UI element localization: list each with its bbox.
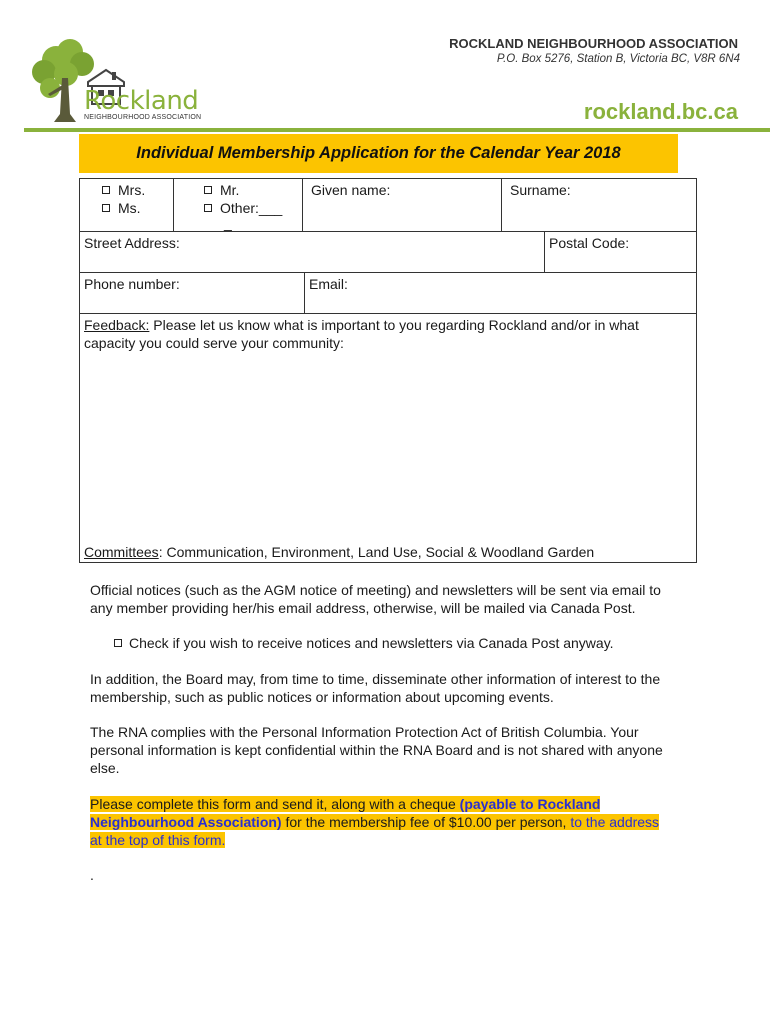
- instruction-address: to the address at the top of this form.: [90, 814, 660, 848]
- email-label: Email:: [309, 276, 348, 292]
- committees-heading: Committees: [84, 544, 159, 560]
- given-name-field[interactable]: [302, 178, 502, 232]
- postal-code-label: Postal Code:: [549, 235, 630, 251]
- surname-label: Surname:: [510, 182, 571, 198]
- feedback-heading: Feedback:: [84, 317, 150, 333]
- surname-field[interactable]: [501, 178, 697, 232]
- trailing-dot: .: [90, 867, 94, 883]
- logo-wordmark: Rockland: [84, 86, 199, 116]
- instruction-part-1: Please complete this form and send it, along with a cheque: [90, 796, 460, 812]
- checkbox-icon[interactable]: [102, 204, 110, 212]
- checkbox-icon[interactable]: [114, 639, 122, 647]
- canada-post-option[interactable]: [114, 634, 680, 652]
- checkbox-icon[interactable]: [204, 186, 212, 194]
- phone-number-label: Phone number:: [84, 276, 180, 292]
- instructions-text: [90, 795, 662, 849]
- board-info-text: In addition, the Board may, from time to time, disseminate other information of interest to the membership, such as public notices or information about upcoming events.: [90, 671, 661, 705]
- checkbox-icon[interactable]: [102, 186, 110, 194]
- given-name-label: Given name:: [311, 182, 391, 198]
- title-options-right-cell: [173, 178, 303, 232]
- feedback-text: Please let us know what is important to you regarding Rockland and/or in what capacity you could serve your community:: [84, 317, 639, 351]
- phone-number-field[interactable]: [79, 272, 305, 314]
- other-underline: _: [224, 215, 232, 231]
- feedback-field[interactable]: [79, 313, 697, 563]
- email-field[interactable]: [304, 272, 697, 314]
- logo-subtitle: NEIGHBOURHOOD ASSOCIATION: [84, 114, 202, 121]
- option-mrs[interactable]: Mrs.: [102, 181, 169, 199]
- instruction-part-2: for the membership fee of $10.00 per person,: [281, 814, 571, 830]
- street-address-field[interactable]: [79, 231, 545, 273]
- privacy-text: The RNA complies with the Personal Information Protection Act of British Columbia. Your personal information is kept confidential within the RNA Board and is not shared with anyone else.: [90, 724, 663, 776]
- committees-text: : Communication, Environment, Land Use, Social & Woodland Garden: [158, 544, 595, 560]
- canada-post-label: Check if you wish to receive notices and newsletters via Canada Post anyway.: [129, 635, 614, 651]
- option-ms[interactable]: Ms.: [102, 199, 169, 217]
- form-title: Individual Membership Application for the Calendar Year 2018: [79, 134, 678, 173]
- option-mr[interactable]: Mr.: [204, 181, 298, 199]
- official-notices-text: Official notices (such as the AGM notice of meeting) and newsletters will be sent via email to any member providing her/his email address, otherwise, will be mailed via Canada Post.: [90, 582, 661, 616]
- org-name: ROCKLAND NEIGHBOURHOOD ASSOCIATION: [449, 36, 738, 51]
- checkbox-icon[interactable]: [204, 204, 212, 212]
- instruction-payable: (payable to Rockland Neighbourhood Association): [90, 796, 601, 830]
- option-other[interactable]: Other:___: [204, 199, 298, 217]
- postal-code-field[interactable]: [544, 231, 697, 273]
- feedback-prompt: [84, 316, 692, 352]
- committees-line: [84, 543, 594, 561]
- header-divider: [24, 128, 770, 132]
- org-address: P.O. Box 5276, Station B, Victoria BC, V8R 6N4: [496, 53, 740, 65]
- website-url: rockland.bc.ca: [583, 99, 738, 124]
- street-address-label: Street Address:: [84, 235, 180, 251]
- title-options-left-cell: [79, 178, 174, 232]
